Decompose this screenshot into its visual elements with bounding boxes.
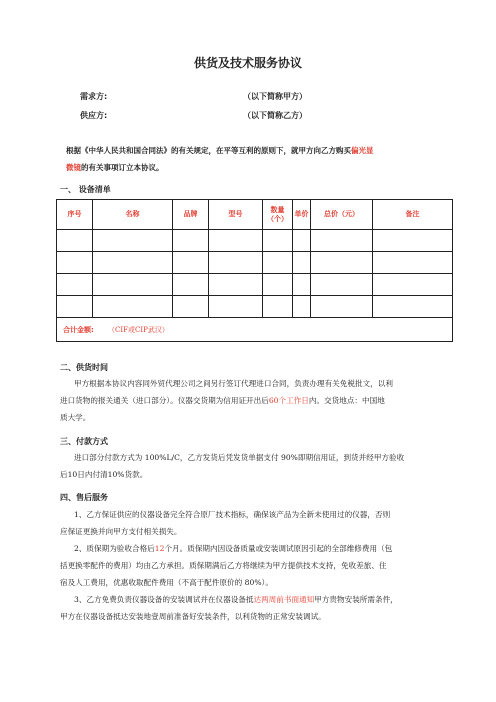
supplier-label: 供应方:: [80, 111, 108, 120]
section3-heading: 三、付款方式: [60, 437, 108, 446]
table-cell: [311, 252, 373, 274]
table-cell: [57, 230, 93, 252]
section4-item1-line1: 1、乙方保证供应的仪器设备完全符合原厂技术指标，确保该产品为全新未使用过的仪器，否则: [74, 510, 391, 519]
section4-item2-line3: 宿及人工费用，优惠收取配件费用（不高于配件原价的 80%）。: [60, 578, 273, 587]
table-cell: [293, 274, 311, 296]
table-cell: [311, 230, 373, 252]
col-header: 备注: [373, 200, 453, 230]
table-cell: [311, 296, 373, 318]
section2-line1: 甲方根据本协议内容同外贸代理公司之间另行签订代理进口合同，负责办理有关免税批文，以利: [74, 379, 393, 388]
intro-product-red: 偏光显: [351, 146, 374, 155]
buyer-alias: （以下简称甲方）: [243, 92, 307, 101]
table-cell: [93, 252, 173, 274]
table-header-row: [57, 200, 453, 230]
section4-notice-red: 达两周前书面通知: [253, 595, 315, 604]
table-cell: [293, 252, 311, 274]
supplier-alias: （以下简称乙方）: [243, 111, 307, 120]
section4-item1-line2: 应保证更换并向甲方支付相关损失。: [60, 527, 182, 536]
table-cell: [57, 296, 93, 318]
table-cell: [263, 296, 293, 318]
table-cell: [173, 274, 209, 296]
section2-heading: 二、供货时间: [60, 363, 108, 372]
section2-paragraph: [60, 375, 460, 426]
table-cell: [93, 230, 173, 252]
table-cell: [263, 230, 293, 252]
table-cell: [263, 252, 293, 274]
total-amount-value: （CIF或CIP武汉）: [108, 325, 169, 334]
section3-line2: 后10日内付清10%货款。: [60, 470, 148, 479]
section4-item2-line1: 2、质保期为验收合格后: [74, 544, 155, 553]
table-cell: [173, 230, 209, 252]
table-row: [57, 274, 453, 296]
section3-line1: 进口部分付款方式为 100%L/C，乙方发货后凭发货单据支付 90%即期信用证，到货并经甲方验收: [74, 453, 405, 462]
table-row: [57, 230, 453, 252]
table-cell: [209, 296, 263, 318]
table-cell: [57, 252, 93, 274]
section1-heading: 一、 设备清单: [60, 185, 111, 194]
col-header: 数量（个）: [263, 200, 293, 230]
section4-item3-line1b: 甲方贵物安装所需条件，: [314, 595, 398, 604]
section3-paragraph: [60, 449, 460, 483]
section4-warranty-red: 12: [154, 544, 165, 553]
table-cell: [209, 230, 263, 252]
table-cell: [173, 252, 209, 274]
table-cell: [373, 230, 453, 252]
table-cell: [311, 274, 373, 296]
section4-paragraph: [60, 506, 460, 625]
intro-line1: 根据《中华人民共和国合同法》的有关规定，在平等互利的原则下，就甲方向乙方购买: [66, 146, 351, 155]
table-cell: [173, 296, 209, 318]
table-cell: [373, 252, 453, 274]
section2-line2b: 内。交货地点：中国地: [308, 396, 385, 405]
buyer-label: 需求方:: [80, 92, 108, 101]
table-cell: [209, 252, 263, 274]
intro-product-red-2: 微镜: [66, 163, 81, 172]
table-cell: [373, 296, 453, 318]
intro-paragraph: [66, 142, 466, 176]
intro-line2: 的有关事项订立本协议。: [81, 163, 164, 172]
col-header: 单价: [293, 200, 311, 230]
section2-line2: 进口货物的报关通关（进口部分）。仪器交货期为信用证开出后: [60, 396, 269, 405]
table-cell: [93, 296, 173, 318]
section2-line3: 质大学。: [60, 413, 91, 422]
table-cell: [57, 274, 93, 296]
document-title: 供货及技术服务协议: [193, 56, 302, 70]
table-cell: [209, 274, 263, 296]
table-row: [57, 252, 453, 274]
table-cell: [373, 274, 453, 296]
total-amount-label: 合计金额:: [63, 325, 94, 334]
table-cell: [293, 296, 311, 318]
col-header: 品牌: [173, 200, 209, 230]
section4-heading: 四、售后服务: [60, 493, 108, 502]
table-total-row: [57, 318, 453, 342]
section4-item2-line2: 括更换零配件的费用）均由乙方承担。质保期满后乙方将继续为甲方提供技术支持，免收差旅、住: [60, 561, 387, 570]
equipment-table: [56, 199, 453, 342]
col-header: 序号: [57, 200, 93, 230]
col-header: 总价（元）: [311, 200, 373, 230]
col-header: 型号: [209, 200, 263, 230]
section4-item3-line1: 3、乙方免费负责仪器设备的安装调试并在仪器设备抵: [74, 595, 254, 604]
table-row: [57, 296, 453, 318]
section4-item3-line2: 甲方在仪器设备抵达安装地壹周前准备好安装条件，以利货物的正常安装调试。: [60, 612, 326, 621]
section4-item2-line1b: 个月。质保期内因设备质量或安装调试原因引起的全部维修费用（包: [164, 544, 393, 553]
table-cell: [263, 274, 293, 296]
section2-delivery-red: 60个工作日: [268, 396, 309, 405]
table-cell: [93, 274, 173, 296]
col-header: 名称: [93, 200, 173, 230]
table-cell: [293, 230, 311, 252]
total-cell: [57, 318, 453, 342]
